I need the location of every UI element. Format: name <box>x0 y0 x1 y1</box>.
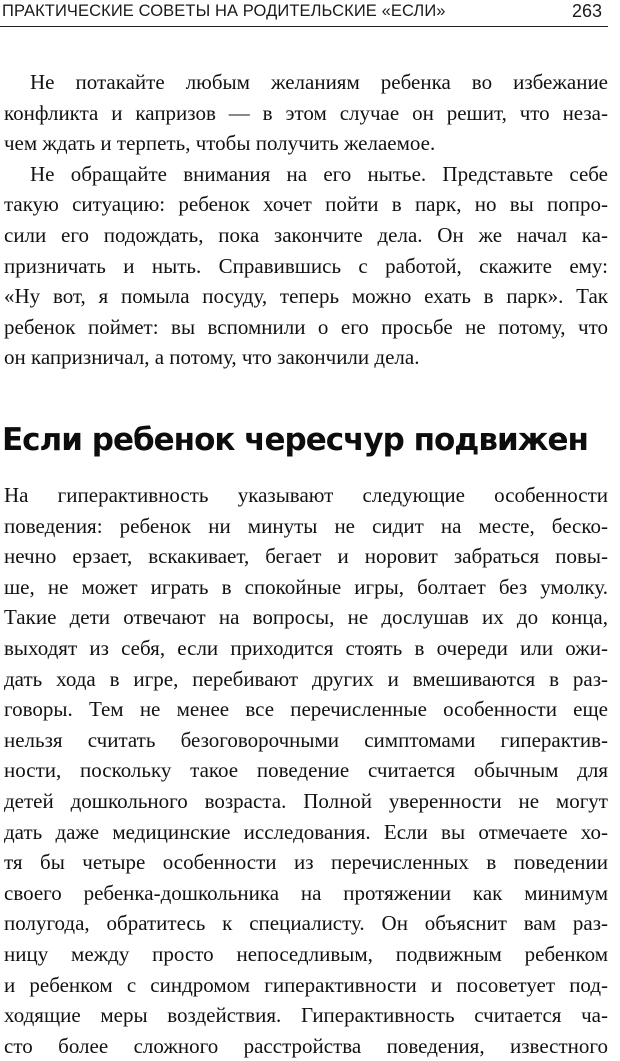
text-line: Не обращайте внимания на его нытье. Представьте себе <box>30 161 608 186</box>
text-line: ницу между просто непоседливым, подвижным ребенком <box>4 941 608 966</box>
text-line: тя бы четыре особенности из перечисленных в поведении <box>4 850 608 875</box>
text-line: ности, поскольку такое поведение считается обычным для <box>4 758 608 783</box>
text-line: «Ну вот, я помыла посуду, теперь можно ехать в парк». Так <box>4 284 608 309</box>
text-line: нельзя считать безоговорочными симптомами гиперактив- <box>4 727 608 752</box>
text-line: чем ждать и терпеть, чтобы получить желаемое. <box>4 131 436 156</box>
text-line: дать даже медицинские исследования. Если вы отмечаете хо- <box>4 819 608 844</box>
paragraph-indulgence <box>4 67 608 159</box>
text-line: детей дошкольного возраста. Полной уверенности не могут <box>4 788 608 813</box>
text-line: выходят из себя, если приходится стоять в очереди или ожи- <box>4 635 608 660</box>
text-line: ше, не может играть в спокойные игры, болтает без умолку. <box>4 574 608 599</box>
text-line: своего ребенка-дошкольника на протяжении как минимум <box>4 880 608 905</box>
text-line: конфликта и капризов — в этом случае он решит, что неза- <box>4 100 608 125</box>
text-line: ходящие меры воздействия. Гиперактивность считается ча- <box>4 1003 608 1028</box>
running-title: ПРАКТИЧЕСКИЕ СОВЕТЫ НА РОДИТЕЛЬСКИЕ «ЕСЛИ» <box>2 2 446 20</box>
text-line: дать хода в игре, перебивают других и вмешиваются в раз- <box>4 666 608 691</box>
intro-text-block <box>4 67 608 373</box>
text-line: На гиперактивность указывают следующие особенности <box>4 483 608 507</box>
text-line: Не потакайте любым желаниям ребенка во избежание <box>30 70 608 94</box>
text-line: полугода, обратитесь к специалисту. Он объяснит вам раз- <box>4 911 608 936</box>
paragraph-whining <box>4 159 608 373</box>
text-line: сто более сложного расстройства поведения, известного <box>4 1033 608 1058</box>
text-line: и ребенком с синдромом гиперактивности и посоветует под- <box>4 972 608 997</box>
text-line: поведения: ребенок ни минуты не сидит на месте, беско- <box>4 513 608 538</box>
text-line: такую ситуацию: ребенок хочет пойти в парк, но вы попро- <box>4 192 608 217</box>
text-line: нечно ерзает, вскакивает, бегает и норовит забраться повы- <box>4 544 608 569</box>
text-line: ребенок поймет: вы вспомнили о его просьбе не потому, что <box>4 314 608 339</box>
text-line: Такие дети отвечают на вопросы, не дослушав их до конца, <box>4 605 608 630</box>
text-line: он капризничал, а потому, что закончили дела. <box>4 345 420 370</box>
paragraph-hyperactivity <box>4 480 608 1061</box>
text-line: призничать и ныть. Справившись с работой, скажите ему: <box>4 253 608 278</box>
text-line: говоры. Тем не менее все перечисленные особенности еще <box>4 697 608 722</box>
running-header <box>0 0 608 27</box>
page-number: 263 <box>571 1 602 21</box>
text-line: сили его подождать, пока закончите дела. Он же начал ка- <box>4 222 608 247</box>
section-text-block <box>4 480 608 1061</box>
section-heading: Если ребенок чересчур подвижен <box>2 422 588 458</box>
